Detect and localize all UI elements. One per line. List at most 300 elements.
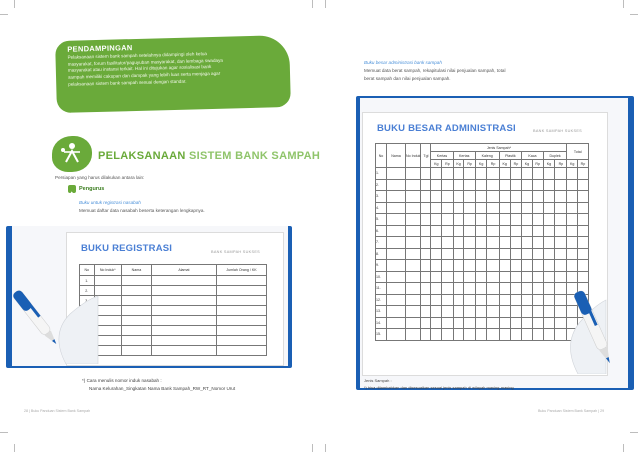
table-cell	[121, 316, 151, 326]
header-unit-kg: Kg	[499, 160, 510, 168]
table-cell	[543, 248, 555, 260]
note-line-1: *) Cara menulis nomor induk nasabah :	[82, 378, 162, 383]
table-cell	[522, 168, 533, 180]
table-cell	[499, 248, 510, 260]
table-cell	[216, 336, 266, 346]
table-row	[376, 202, 589, 214]
crop-mark	[623, 0, 624, 8]
header-category: Kertas	[431, 152, 453, 160]
table-cell	[216, 326, 266, 336]
table-cell	[577, 260, 588, 272]
header-jenis: Jenis Sampah*	[431, 144, 567, 152]
crop-mark	[14, 0, 15, 8]
table-cell	[510, 271, 522, 283]
row-number: 11.	[376, 283, 387, 295]
table-cell	[121, 336, 151, 346]
table-cell	[475, 294, 487, 306]
table-cell	[453, 202, 464, 214]
header-category: Kaleng	[475, 152, 499, 160]
table-row	[80, 276, 267, 286]
table-cell	[532, 271, 543, 283]
table-cell	[475, 283, 487, 295]
header-unit-kg: Kg	[431, 160, 442, 168]
crop-mark	[630, 14, 638, 15]
table-cell	[431, 317, 442, 329]
row-number: 9.	[376, 260, 387, 272]
table-cell	[431, 283, 442, 295]
table-cell	[555, 168, 567, 180]
table-cell	[499, 202, 510, 214]
table-cell	[431, 191, 442, 203]
table-cell	[499, 329, 510, 341]
table-cell	[577, 168, 588, 180]
table-cell	[510, 179, 522, 191]
table-cell	[567, 214, 578, 226]
table-cell	[431, 214, 442, 226]
ledger-title: BUKU BESAR ADMINISTRASI	[377, 123, 516, 134]
table-cell	[543, 225, 555, 237]
table-cell	[121, 326, 151, 336]
table-cell	[510, 202, 522, 214]
table-cell	[421, 202, 431, 214]
table-cell	[475, 214, 487, 226]
table-cell	[421, 168, 431, 180]
table-cell	[421, 248, 431, 260]
table-cell	[464, 283, 475, 295]
table-row	[80, 316, 267, 326]
registrasi-table	[79, 264, 267, 356]
table-cell	[532, 329, 543, 341]
table-cell	[387, 248, 406, 260]
table-cell	[475, 329, 487, 341]
table-cell	[453, 191, 464, 203]
table-row	[80, 336, 267, 346]
table-cell	[543, 237, 555, 249]
header-category: Plastik	[499, 152, 522, 160]
table-cell	[532, 260, 543, 272]
arrow-bullet-icon	[68, 185, 76, 193]
table-cell	[151, 296, 216, 306]
table-cell	[543, 191, 555, 203]
table-cell	[577, 214, 588, 226]
table-cell	[567, 260, 578, 272]
table-cell	[421, 317, 431, 329]
table-cell	[453, 225, 464, 237]
table-cell	[532, 168, 543, 180]
header-jumlah: Jumlah Orang / KK	[216, 265, 266, 276]
table-cell	[406, 329, 421, 341]
table-cell	[555, 248, 567, 260]
table-cell	[487, 237, 499, 249]
table-cell	[522, 306, 533, 318]
table-cell	[577, 237, 588, 249]
row-number: 3.	[80, 296, 95, 306]
table-cell	[522, 271, 533, 283]
table-cell	[522, 283, 533, 295]
table-row	[376, 248, 589, 260]
row-number: 3.	[376, 191, 387, 203]
table-cell	[464, 168, 475, 180]
table-cell	[442, 317, 453, 329]
table-cell	[543, 168, 555, 180]
table-cell	[387, 214, 406, 226]
table-cell	[475, 248, 487, 260]
table-cell	[453, 260, 464, 272]
table-cell	[121, 306, 151, 316]
table-row	[376, 214, 589, 226]
header-nama: Nama	[121, 265, 151, 276]
table-cell	[532, 237, 543, 249]
table-cell	[499, 294, 510, 306]
table-cell	[387, 294, 406, 306]
header-total: Total	[567, 144, 589, 160]
table-cell	[555, 191, 567, 203]
table-cell	[406, 283, 421, 295]
table-cell	[543, 283, 555, 295]
table-cell	[453, 248, 464, 260]
row-number: 12.	[376, 294, 387, 306]
callout-text	[67, 49, 282, 88]
table-cell	[387, 191, 406, 203]
table-cell	[442, 214, 453, 226]
table-cell	[453, 214, 464, 226]
table-cell	[487, 191, 499, 203]
table-cell	[510, 317, 522, 329]
table-cell	[151, 276, 216, 286]
table-cell	[453, 283, 464, 295]
table-cell	[421, 225, 431, 237]
table-cell	[406, 248, 421, 260]
header-unit-rp: Rp	[555, 160, 567, 168]
table-cell	[567, 225, 578, 237]
table-cell	[577, 191, 588, 203]
row-number: 14.	[376, 317, 387, 329]
table-cell	[121, 276, 151, 286]
table-cell	[442, 248, 453, 260]
table-cell	[464, 202, 475, 214]
table-cell	[406, 260, 421, 272]
table-cell	[121, 296, 151, 306]
header-unit-kg: Kg	[475, 160, 487, 168]
table-cell	[387, 283, 406, 295]
registrasi-title: BUKU REGISTRASI	[81, 243, 173, 254]
table-cell	[543, 271, 555, 283]
table-cell	[522, 214, 533, 226]
table-cell	[442, 329, 453, 341]
table-row	[376, 179, 589, 191]
table-cell	[532, 283, 543, 295]
table-cell	[475, 202, 487, 214]
table-cell	[464, 248, 475, 260]
row-number: 7.	[376, 237, 387, 249]
table-cell	[487, 329, 499, 341]
table-cell	[499, 214, 510, 226]
table-cell	[464, 306, 475, 318]
table-cell	[555, 225, 567, 237]
table-cell	[464, 214, 475, 226]
table-cell	[421, 271, 431, 283]
table-cell	[387, 202, 406, 214]
table-cell	[216, 316, 266, 326]
table-cell	[510, 214, 522, 226]
table-row	[80, 306, 267, 316]
table-cell	[499, 306, 510, 318]
table-cell	[475, 271, 487, 283]
table-cell	[487, 271, 499, 283]
table-cell	[387, 317, 406, 329]
row-number: 2.	[80, 286, 95, 296]
callout-line: masyarakat atau instansi terkait. Hal ini ditujukan agar sosialisasi bank	[67, 64, 212, 74]
row-number: 4.	[376, 202, 387, 214]
table-cell	[421, 329, 431, 341]
table-cell	[421, 294, 431, 306]
table-row	[376, 260, 589, 272]
table-cell	[487, 202, 499, 214]
table-row	[80, 326, 267, 336]
table-cell	[522, 202, 533, 214]
callout-line: sampah memiliki cakupan dan dampak yang lebih luas serta menjaga agar	[67, 70, 221, 80]
table-cell	[532, 202, 543, 214]
table-cell	[151, 306, 216, 316]
table-cell	[499, 260, 510, 272]
table-cell	[464, 260, 475, 272]
table-cell	[567, 271, 578, 283]
table-cell	[487, 225, 499, 237]
table-cell	[406, 237, 421, 249]
table-cell	[555, 237, 567, 249]
table-cell	[532, 306, 543, 318]
pen-icon	[8, 282, 68, 356]
table-cell	[532, 179, 543, 191]
table-cell	[453, 329, 464, 341]
table-row	[376, 237, 589, 249]
crop-mark	[14, 444, 15, 452]
table-cell	[522, 317, 533, 329]
table-cell	[387, 237, 406, 249]
table-cell	[464, 179, 475, 191]
table-cell	[487, 179, 499, 191]
table-cell	[522, 191, 533, 203]
crop-mark	[325, 444, 326, 452]
table-cell	[121, 346, 151, 356]
table-cell	[442, 294, 453, 306]
header-alamat: Alamat	[151, 265, 216, 276]
table-cell	[421, 260, 431, 272]
header-unit-rp: Rp	[510, 160, 522, 168]
header-category: Kertas	[453, 152, 475, 160]
crop-mark	[312, 444, 313, 452]
table-cell	[442, 179, 453, 191]
table-cell	[532, 317, 543, 329]
table-cell	[499, 179, 510, 191]
header-tgl: Tgl	[421, 144, 431, 168]
header-no: No	[80, 265, 95, 276]
table-row	[376, 191, 589, 203]
table-cell	[442, 306, 453, 318]
table-cell	[464, 191, 475, 203]
header-nama: Nama	[387, 144, 406, 168]
header-unit-rp: Rp	[464, 160, 475, 168]
crop-mark	[0, 14, 8, 15]
table-cell	[532, 191, 543, 203]
table-row	[376, 225, 589, 237]
table-cell	[406, 317, 421, 329]
table-cell	[510, 191, 522, 203]
row-number: 6.	[376, 225, 387, 237]
pen-icon	[566, 286, 626, 376]
table-cell	[406, 271, 421, 283]
header-unit-rp: Rp	[442, 160, 453, 168]
crop-mark	[312, 0, 313, 8]
table-cell	[532, 225, 543, 237]
table-cell	[216, 276, 266, 286]
crop-mark	[630, 432, 638, 433]
table-cell	[555, 260, 567, 272]
page-footer-left: 28 | Buku Panduan Sistem Bank Sampah	[24, 409, 91, 413]
table-cell	[510, 329, 522, 341]
table-cell	[499, 271, 510, 283]
header-unit-rp: Rp	[487, 160, 499, 168]
table-cell	[577, 225, 588, 237]
row-number: 13.	[376, 306, 387, 318]
table-cell	[510, 294, 522, 306]
table-header-row	[376, 144, 589, 152]
table-cell	[453, 317, 464, 329]
section-title-part1: PELAKSANAAN	[98, 150, 186, 162]
table-cell	[487, 214, 499, 226]
table-cell	[216, 306, 266, 316]
table-cell	[543, 179, 555, 191]
table-cell	[464, 225, 475, 237]
table-cell	[567, 237, 578, 249]
table-cell	[387, 329, 406, 341]
table-cell	[475, 168, 487, 180]
table-cell	[453, 306, 464, 318]
table-cell	[151, 316, 216, 326]
header-no-induk: No Induk*	[94, 265, 121, 276]
table-cell	[522, 329, 533, 341]
table-cell	[216, 286, 266, 296]
table-cell	[431, 202, 442, 214]
table-cell	[567, 191, 578, 203]
header-unit-rp: Rp	[577, 160, 588, 168]
callout-line: masyarakat, forum fasilitator/paguyuban masyarakat, dan lembaga swadaya	[67, 57, 223, 67]
table-cell	[555, 214, 567, 226]
table-cell	[487, 317, 499, 329]
table-row	[376, 283, 589, 295]
section-title	[98, 150, 320, 162]
table-row	[80, 286, 267, 296]
table-cell	[475, 237, 487, 249]
callout-line: Pelaksanaan sistem bank sampah setelahnya didampingi oleh ketua	[67, 51, 207, 60]
table-cell	[464, 329, 475, 341]
header-no-induk: No Induk	[406, 144, 421, 168]
table-cell	[387, 260, 406, 272]
table-row	[376, 271, 589, 283]
callout-line: pelaksanaan sistem bank sampah sesuai dengan standar.	[68, 78, 187, 87]
header-unit-kg: Kg	[453, 160, 464, 168]
header-category: Duplek	[543, 152, 567, 160]
table-cell	[442, 260, 453, 272]
table-cell	[577, 271, 588, 283]
table-cell	[522, 294, 533, 306]
section-title-part2: SISTEM BANK SAMPAH	[189, 150, 321, 162]
table-cell	[532, 214, 543, 226]
ledger-subtitle-brand: BANK SAMPAH SUKSES	[533, 129, 583, 133]
table-cell	[151, 326, 216, 336]
table-cell	[567, 202, 578, 214]
table-cell	[421, 214, 431, 226]
table-cell	[510, 248, 522, 260]
page-footer-right: Buku Panduan Sistem Bank Sampah | 29	[538, 409, 605, 413]
table-cell	[499, 191, 510, 203]
table-cell	[464, 237, 475, 249]
table-cell	[151, 346, 216, 356]
table-cell	[151, 286, 216, 296]
table-cell	[499, 225, 510, 237]
table-cell	[406, 191, 421, 203]
ledger-desc-line-1: Memuat data berat sampah, rekapitulasi nilai penjualan sampah, total	[364, 68, 506, 73]
table-cell	[522, 260, 533, 272]
header-unit-kg: Kg	[567, 160, 578, 168]
table-cell	[487, 260, 499, 272]
table-cell	[567, 248, 578, 260]
table-cell	[499, 237, 510, 249]
table-cell	[406, 306, 421, 318]
table-cell	[431, 179, 442, 191]
table-cell	[421, 191, 431, 203]
intro-text: Persiapan yang harus dilakukan antara lain:	[55, 175, 145, 180]
table-cell	[543, 214, 555, 226]
row-number: 15.	[376, 329, 387, 341]
pendampingan-callout	[55, 35, 291, 113]
table-cell	[543, 260, 555, 272]
table-cell	[453, 271, 464, 283]
table-cell	[453, 168, 464, 180]
header-unit-kg: Kg	[522, 160, 533, 168]
table-cell	[475, 260, 487, 272]
table-cell	[577, 248, 588, 260]
table-cell	[510, 225, 522, 237]
table-cell	[442, 225, 453, 237]
table-cell	[442, 168, 453, 180]
table-cell	[442, 191, 453, 203]
table-cell	[387, 271, 406, 283]
table-cell	[577, 202, 588, 214]
table-cell	[475, 306, 487, 318]
table-cell	[555, 271, 567, 283]
row-number: 10.	[376, 271, 387, 283]
table-cell	[421, 306, 431, 318]
item-subtitle: Buku untuk registrasi nasabah	[79, 200, 141, 205]
table-cell	[543, 202, 555, 214]
table-cell	[387, 306, 406, 318]
row-number: 5.	[376, 214, 387, 226]
table-cell	[431, 306, 442, 318]
table-cell	[406, 214, 421, 226]
table-cell	[464, 271, 475, 283]
table-cell	[216, 346, 266, 356]
table-cell	[487, 306, 499, 318]
table-cell	[499, 317, 510, 329]
table-cell	[431, 237, 442, 249]
table-cell	[475, 317, 487, 329]
table-cell	[94, 276, 121, 286]
table-cell	[522, 225, 533, 237]
table-cell	[475, 191, 487, 203]
table-cell	[522, 248, 533, 260]
table-cell	[487, 248, 499, 260]
